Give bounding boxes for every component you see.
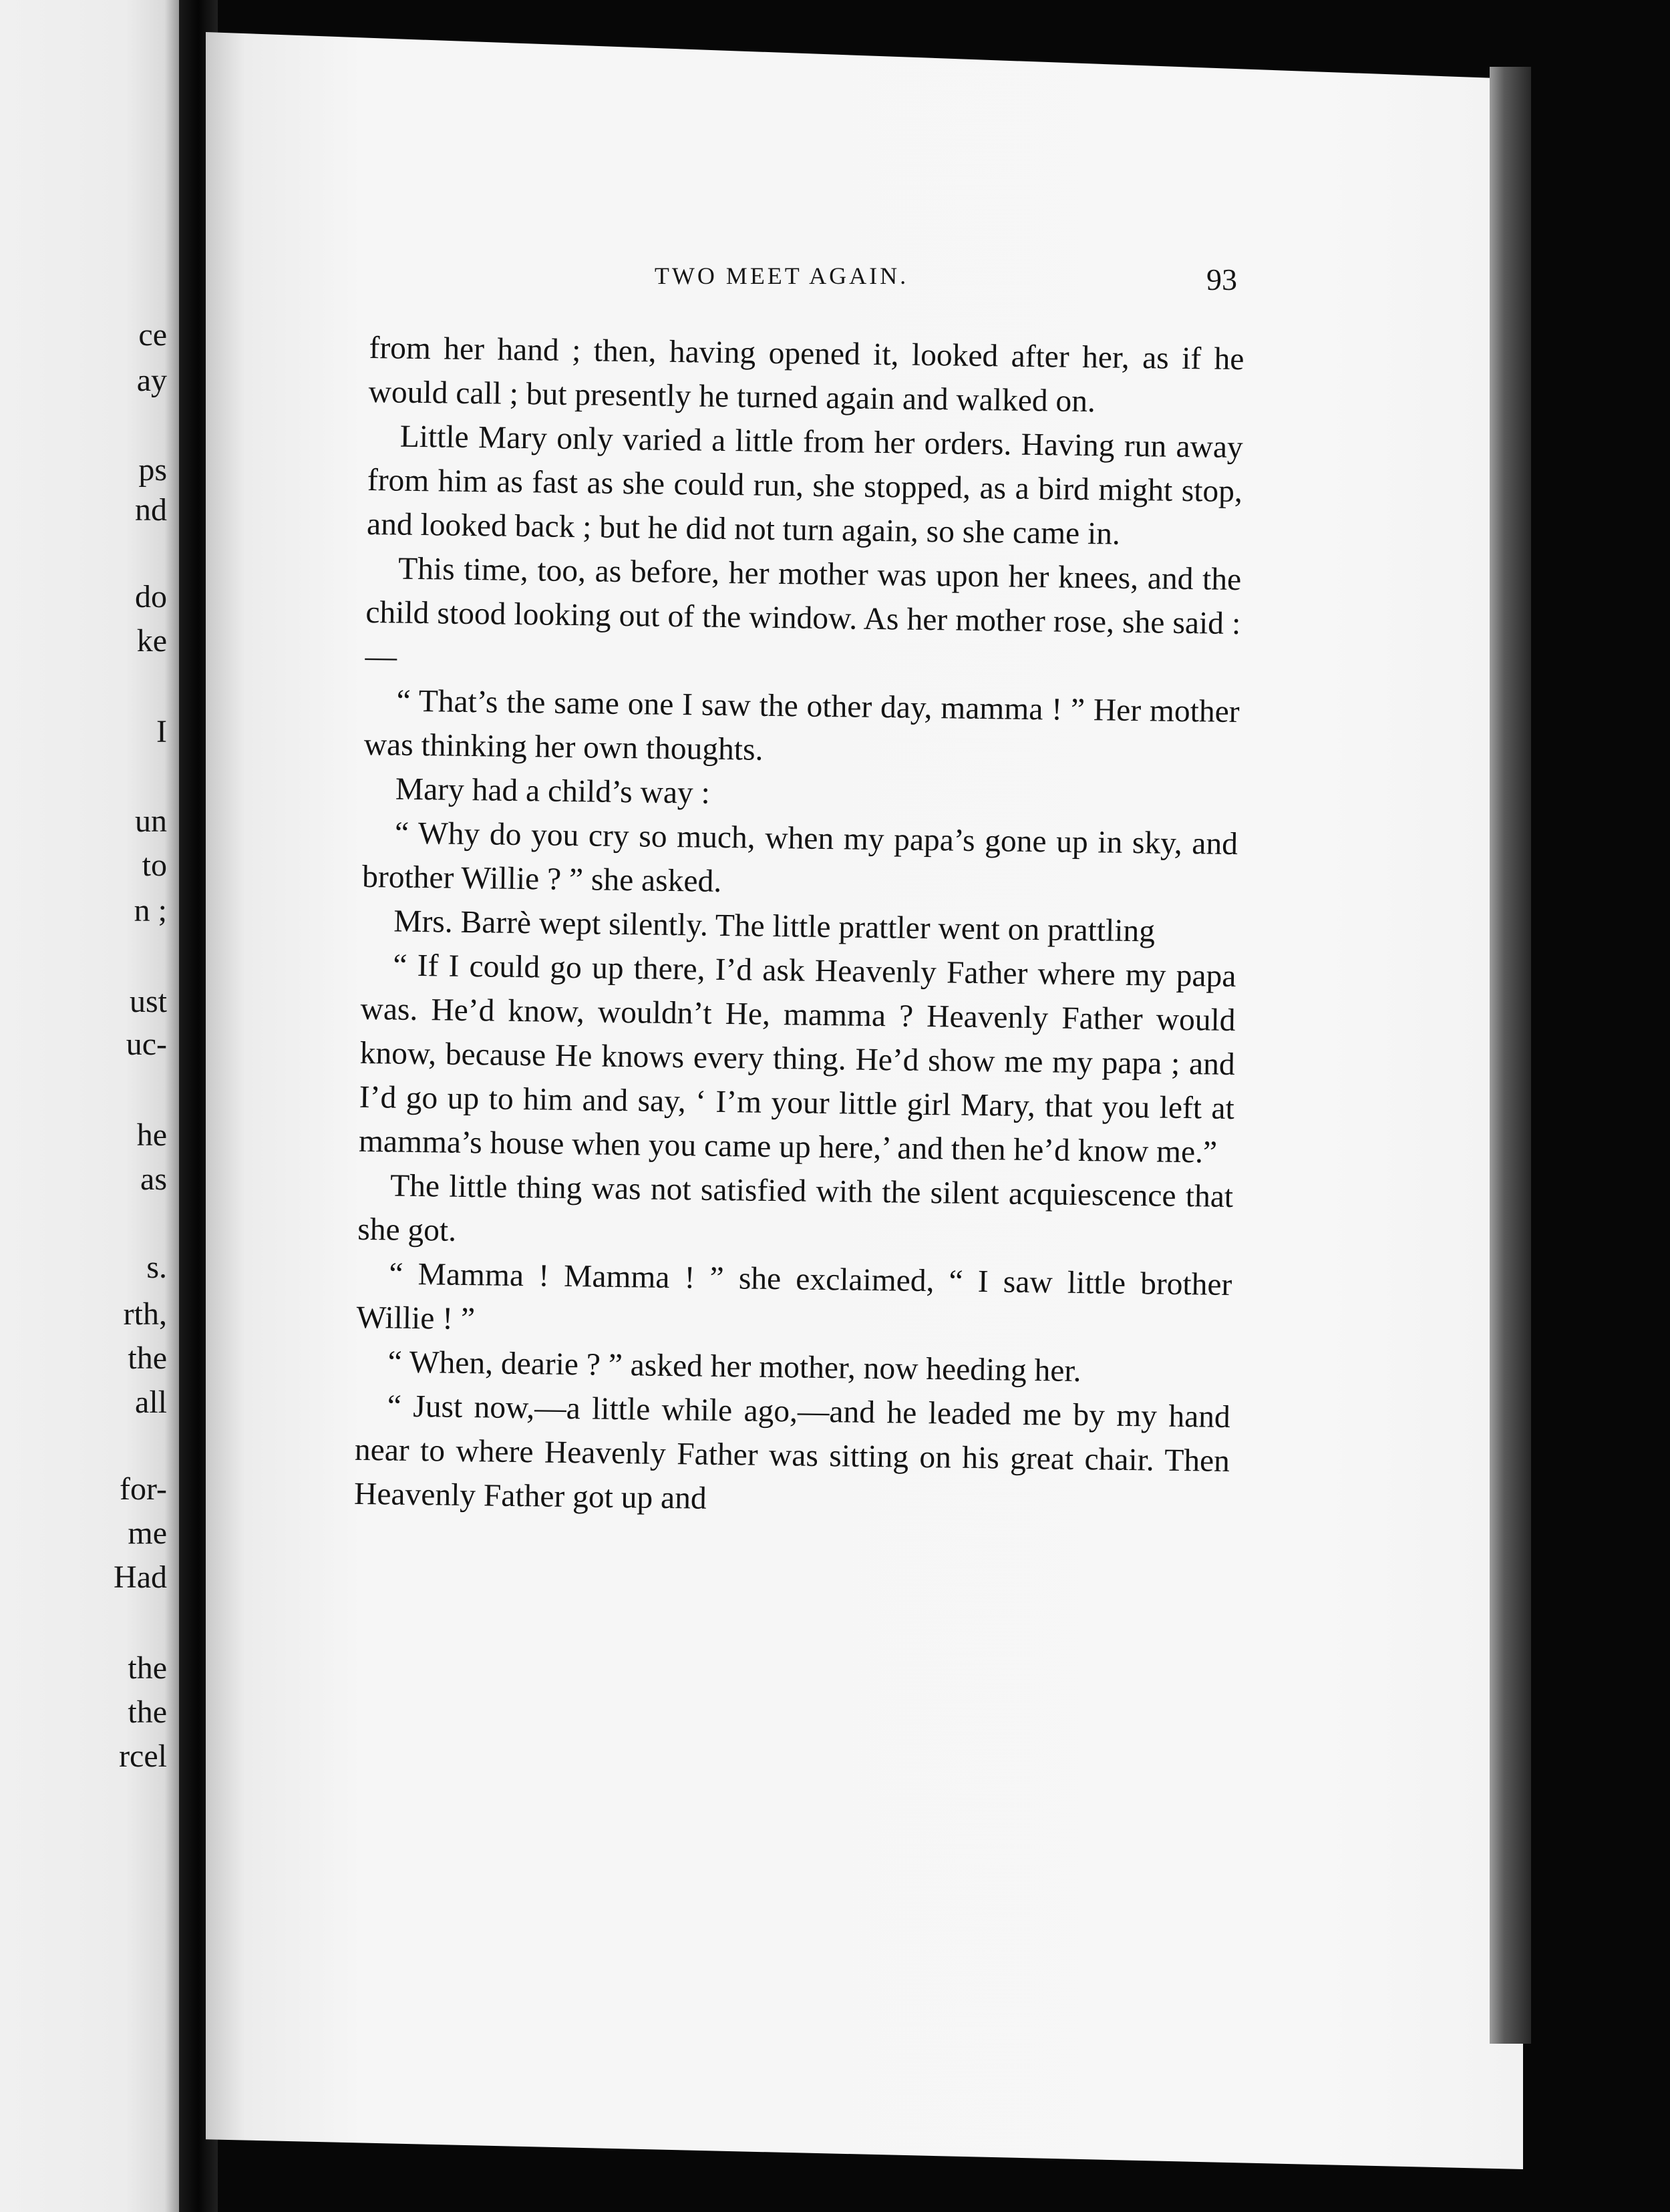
left-page-line-fragment: rth, — [123, 1296, 167, 1332]
left-page-line-fragment: all — [135, 1385, 167, 1420]
paragraph: The little thing was not satisfied with the silent acquiescence that she got. — [357, 1168, 1234, 1248]
paragraph: “ When, dearie ? ” asked her mother, now heeding her. — [387, 1344, 1081, 1389]
left-page-line-fragment: nd — [135, 492, 167, 528]
left-page-line-fragment: do — [135, 579, 167, 614]
left-page-line-fragment: for- — [120, 1471, 167, 1507]
paragraph: from her hand ; then, having opened it, looked after her, as if he would call ; but presently he turned again and walked on. — [368, 330, 1244, 419]
paragraph: “ Mamma ! Mamma ! ” she exclaimed, “ I saw little brother Willie ! ” — [356, 1256, 1232, 1337]
page-number: 93 — [1206, 262, 1237, 297]
left-page-line-fragment: ke — [136, 623, 167, 659]
left-page-line-fragment: the — [128, 1650, 167, 1686]
left-page-line-fragment: he — [136, 1117, 167, 1153]
left-page-line-fragment: rcel — [119, 1738, 167, 1774]
left-page-line-fragment: n ; — [134, 893, 167, 928]
paragraph: “ That’s the same one I saw the other day, mamma ! ” Her mother was thinking her own thoughts. — [363, 683, 1240, 767]
left-page-line-fragment: uc- — [126, 1027, 167, 1062]
paragraph: “ If I could go up there, I’d ask Heavenly Father where my papa was. He’d know, wouldn’t He, mamma ? Heavenly Father would know, because He knows every thing. He’d show me my papa ; and I’d go up to him and say, ‘ I’m your little girl Mary, that you left at mamma’s house when you came up here,’ and then he’d know me.” — [358, 948, 1236, 1170]
left-page-line-fragment: ust — [129, 984, 167, 1019]
paragraph: Mary had a child’s way : — [395, 771, 711, 811]
left-page-line-fragment: s. — [146, 1250, 167, 1285]
paragraph: Mrs. Barrè wept silently. The little prattler went on prattling — [393, 904, 1156, 949]
page-text — [354, 326, 1244, 1527]
left-page-line-fragment: to — [142, 848, 167, 883]
paragraph: This time, too, as before, her mother was upon her knees, and the child stood looking out of the window. As her mother rose, she said :— — [365, 551, 1242, 675]
paragraph: “ Just now,—a little while ago,—and he leaded me by my hand near to where Heavenly Father was sitting on his great chair. Then Heavenly Father got up and — [353, 1389, 1231, 1516]
left-page-fragment — [0, 0, 179, 2212]
left-page-line-fragment: Had — [114, 1559, 167, 1595]
left-page-line-fragment: as — [140, 1161, 167, 1197]
left-page-line-fragment: the — [128, 1694, 167, 1730]
page-edge-shadow — [1490, 67, 1531, 2044]
left-page-line-fragment: I — [156, 714, 167, 749]
left-page-line-fragment: ce — [138, 317, 167, 353]
left-page-line-fragment: ps — [138, 452, 167, 488]
left-page-line-fragment: ay — [136, 363, 167, 398]
left-page-line-fragment: un — [135, 803, 167, 839]
left-page-line-fragment: the — [128, 1340, 167, 1376]
paragraph: “ Why do you cry so much, when my papa’s gone up in sky, and brother Willie ? ” she asked. — [361, 815, 1238, 899]
paragraph: Little Mary only varied a little from her orders. Having run away from him as fast as she could run, she stopped, as a bird might stop, and looked back ; but he did not turn again, so she came in. — [366, 419, 1244, 552]
left-page-line-fragment: me — [128, 1515, 167, 1551]
running-head: TWO MEET AGAIN. — [654, 262, 909, 289]
